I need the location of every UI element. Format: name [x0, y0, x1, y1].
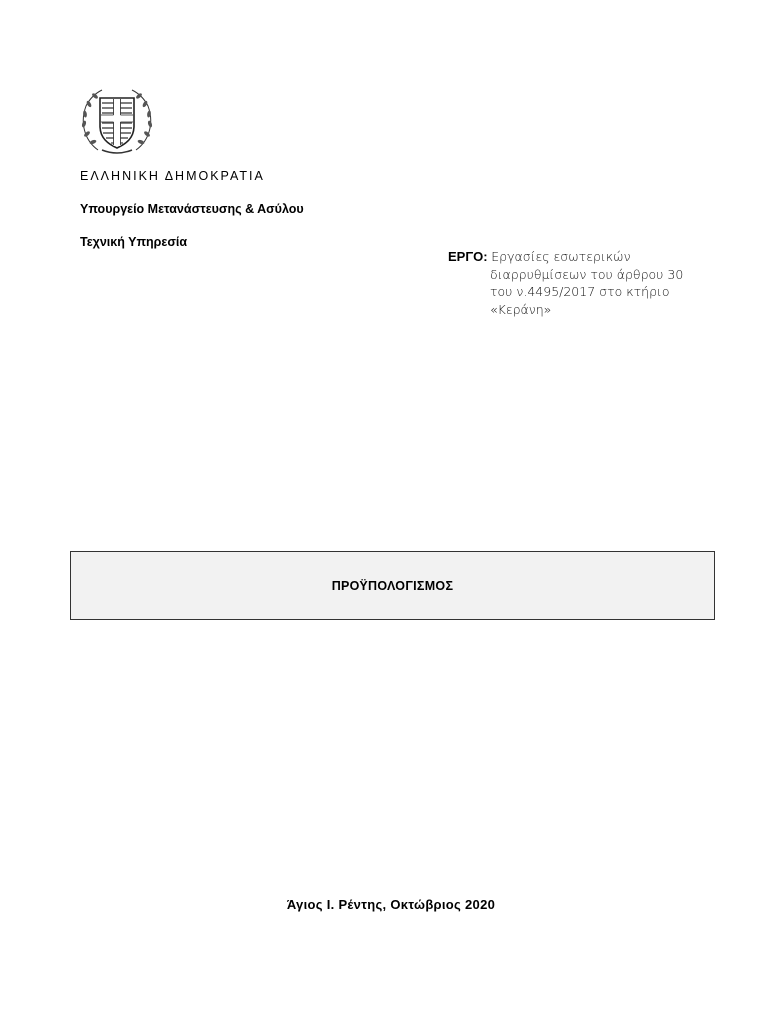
project-line-4: «Κεράνη» — [490, 301, 552, 317]
project-label: ΕΡΓΟ: — [448, 249, 488, 264]
budget-title: ΠΡΟΫΠΟΛΟΓΙΣΜΟΣ — [331, 578, 454, 593]
project-line-1: Εργασίες εσωτερικών — [491, 249, 631, 264]
project-block — [448, 248, 708, 318]
project-line-3: του ν.4495/2017 στο κτήριο — [490, 284, 670, 299]
budget-title-box — [70, 551, 715, 620]
greek-coat-of-arms-icon — [78, 84, 156, 156]
place-date-line: Άγιος Ι. Ρέντης, Οκτώβριος 2020 — [286, 897, 496, 912]
service-name: Τεχνική Υπηρεσία — [80, 235, 188, 249]
republic-heading: ΕΛΛΗΝΙΚΗ ΔΗΜΟΚΡΑΤΙΑ — [80, 169, 265, 183]
ministry-name: Υπουργείο Μετανάστευσης & Ασύλου — [80, 202, 304, 216]
project-line-2: διαρρυθμίσεων του άρθρου 30 — [490, 266, 684, 282]
